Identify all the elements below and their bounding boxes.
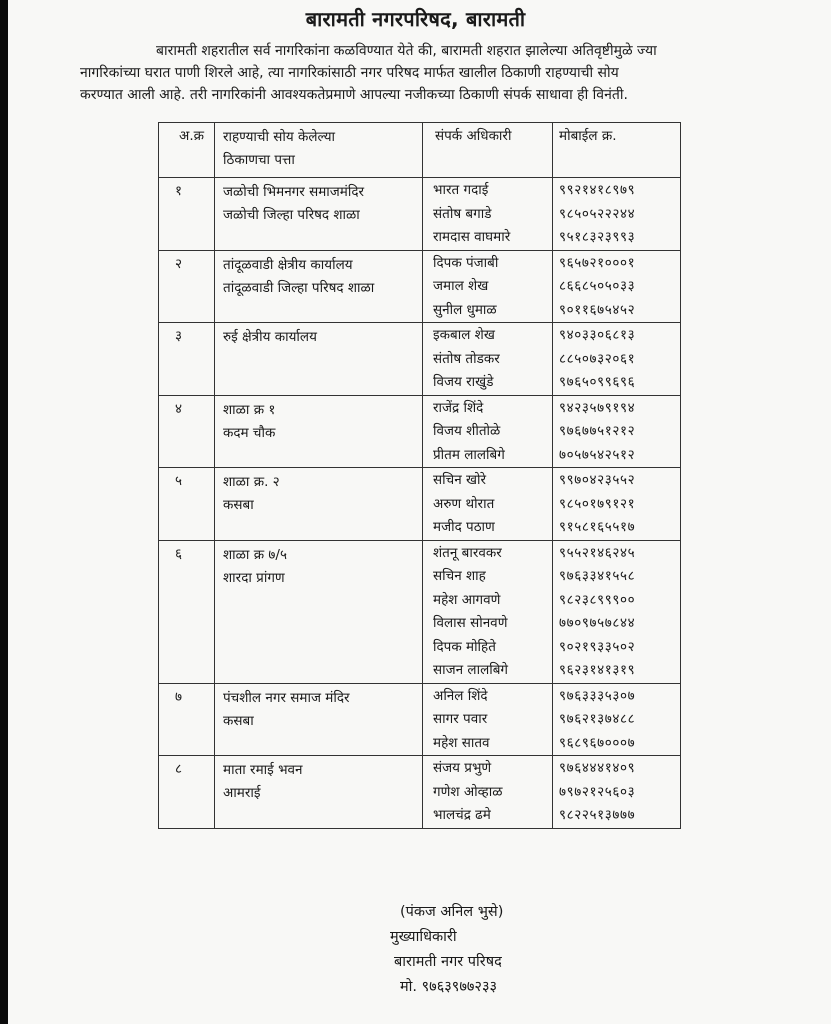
table-body (159, 178, 681, 829)
mobile-number: ९४२३५७९१९४ (559, 399, 636, 416)
row-location (215, 683, 423, 756)
location-line: शारदा प्रांगण (223, 569, 285, 586)
officer-name: इकबाल शेख (433, 327, 495, 343)
header-location-line: राहण्याची सोय केलेल्या (223, 129, 336, 145)
row-location (215, 250, 423, 323)
mobile-number: ९५१८३२३९९३ (559, 229, 636, 245)
row-mobiles (553, 250, 681, 323)
table-row (159, 540, 681, 683)
officer-name: संजय प्रभुणे (433, 760, 492, 776)
location-line: तांदूळवाडी क्षेत्रीय कार्यालय (223, 256, 353, 273)
row-sr-no: २ (159, 250, 215, 323)
officer-name: संतोष तोडकर (433, 350, 500, 367)
mobile-number: ९८५०५२२२४४ (559, 205, 636, 222)
officer-name: विलास सोनवणे (433, 615, 508, 631)
signature-block (380, 900, 580, 1000)
mobile-number: ९६८९६७०००७ (559, 734, 636, 751)
officer-name: रामदास वाघमारे (433, 229, 511, 245)
officer-name: प्रीतम लालबिगे (433, 446, 505, 463)
location-line: कदम चौक (223, 424, 276, 441)
row-mobiles (553, 756, 681, 829)
officer-name: मजीद पठाण (433, 519, 495, 535)
row-officers (423, 468, 553, 541)
officer-name: साजन लालबिगे (433, 662, 509, 678)
location-line: शाळा क्र ७/५ (223, 546, 287, 563)
row-mobiles (553, 540, 681, 683)
location-line: आमराई (223, 785, 261, 801)
officer-name: महेश सातव (433, 734, 490, 751)
signatory-name: (पंकज अनिल भुसे) (400, 904, 504, 920)
row-officers (423, 250, 553, 323)
location-line: पंचशील नगर समाज मंदिर (223, 689, 350, 706)
officer-name: दिपक पंजाबी (433, 254, 499, 271)
row-mobiles (553, 683, 681, 756)
table-header-row (159, 123, 681, 178)
signatory-designation: मुख्याधिकारी (390, 929, 457, 945)
officer-name: सचिन खोरे (433, 472, 487, 488)
mobile-number: ८६६८५०५०३३ (559, 278, 636, 294)
mobile-number: ९६५७२१०००१ (559, 254, 636, 271)
row-officers (423, 323, 553, 396)
row-mobiles (553, 178, 681, 251)
signatory-mobile: मो. ९७६३९७७२३३ (400, 979, 498, 995)
officer-name: जमाल शेख (433, 278, 489, 294)
mobile-number: ९७६३३३५३०७ (559, 687, 636, 704)
table-row (159, 683, 681, 756)
row-location (215, 395, 423, 468)
table-row (159, 395, 681, 468)
mobile-number: ७७०९७५७८४४ (559, 615, 636, 631)
row-sr-no: ४ (159, 395, 215, 468)
mobile-number: ९०२१९३३५०२ (559, 638, 636, 655)
row-sr-no: ५ (159, 468, 215, 541)
officer-name: विजय राखुंडे (433, 374, 494, 390)
intro-line: करण्यात आली आहे. तरी नागरिकांनी आवश्यकतेप्रमाणे आपल्या नजीकच्या ठिकाणी संपर्क साधावा ही विनंती. (80, 87, 628, 103)
table-row (159, 250, 681, 323)
location-line: तांदूळवाडी जिल्हा परिषद शाळा (223, 279, 375, 296)
officer-name: भारत गदाई (433, 182, 489, 198)
location-line: माता रमाई भवन (223, 762, 303, 778)
row-location (215, 178, 423, 251)
row-location (215, 468, 423, 541)
row-officers (423, 756, 553, 829)
row-mobiles (553, 323, 681, 396)
mobile-number: ९८२३८९९९०० (559, 591, 636, 608)
mobile-number: ९७६७७५१२१२ (559, 423, 636, 439)
row-sr-no: ८ (159, 756, 215, 829)
officer-name: गणेश ओव्हाळ (433, 783, 503, 800)
officer-name: राजेंद्र शिंदे (433, 399, 484, 416)
row-sr-no: १ (159, 178, 215, 251)
mobile-number: ९०११६७५४५२ (559, 301, 636, 318)
row-location (215, 323, 423, 396)
table-row (159, 323, 681, 396)
mobile-number: ९४०३३०६८१३ (559, 327, 636, 343)
mobile-number: ७९७२१२५६०३ (559, 783, 636, 800)
mobile-number: ९७६२१३७४८८ (559, 711, 636, 727)
table-row (159, 178, 681, 251)
mobile-number: ९९२१४१८९७९ (559, 182, 636, 198)
location-line: जळोची जिल्हा परिषद शाळा (223, 207, 360, 223)
page-title: बारामती नगरपरिषद, बारामती (305, 7, 526, 31)
officer-name: सचिन शाह (433, 568, 486, 584)
mobile-number: ९७६४४४१४०९ (559, 760, 636, 776)
header-location (215, 123, 423, 178)
officer-name: अनिल शिंदे (433, 687, 488, 704)
mobile-number: ९५५२१४६२४५ (559, 544, 636, 561)
header-sr-no: अ.क्र (159, 123, 215, 178)
officer-name: महेश आगवणे (433, 591, 501, 608)
officer-name: अरुण थोरात (433, 495, 495, 512)
location-line: कसबा (223, 712, 254, 729)
officer-name: सागर पवार (433, 711, 488, 727)
header-officer: संपर्क अधिकारी (423, 123, 553, 178)
mobile-number: ९६२३१४१३१९ (559, 662, 636, 678)
row-mobiles (553, 395, 681, 468)
row-sr-no: ७ (159, 683, 215, 756)
row-sr-no: ३ (159, 323, 215, 396)
row-location (215, 540, 423, 683)
location-line: जळोची भिमनगर समाजमंदिर (223, 184, 365, 200)
mobile-number: ९७६३३४१५५८ (559, 568, 636, 584)
header-location-line: ठिकाणचा पत्ता (223, 152, 295, 168)
row-officers (423, 395, 553, 468)
officer-name: संतोष बगाडे (433, 205, 492, 222)
table-row (159, 468, 681, 541)
intro-paragraph (80, 40, 760, 106)
header-mobile: मोबाईल क्र. (553, 123, 681, 178)
signatory-office: बारामती नगर परिषद (394, 954, 502, 970)
table-row (159, 756, 681, 829)
intro-line: नागरिकांच्या घरात पाणी शिरले आहे, त्या नागरिकांसाठी नगर परिषद मार्फत खालील ठिकाणी राहण्याची सोय (80, 65, 619, 81)
mobile-number: ८८५०७३२०६१ (559, 350, 636, 367)
row-officers (423, 540, 553, 683)
officer-name: भालचंद्र ढमे (433, 807, 491, 823)
officer-name: दिपक मोहिते (433, 638, 496, 655)
mobile-number: ९१५८१६५५१७ (559, 519, 636, 535)
row-mobiles (553, 468, 681, 541)
mobile-number: ९८५०१७९१२१ (559, 495, 636, 512)
location-line: शाळा क्र. २ (223, 474, 280, 490)
row-sr-no: ६ (159, 540, 215, 683)
contacts-table (158, 122, 681, 829)
officer-name: शंतनू बारवकर (433, 544, 502, 561)
mobile-number: ९९७०४२३५५२ (559, 472, 636, 488)
officer-name: विजय शीतोळे (433, 423, 501, 439)
mobile-number: ७०५७५४२५१२ (559, 446, 636, 463)
row-officers (423, 683, 553, 756)
intro-line: बारामती शहरातील सर्व नागरिकांना कळविण्यात येते की, बारामती शहरात झालेल्या अतिवृष्टीमुळे ज्या (156, 43, 657, 59)
mobile-number: ९८२२५१३७७७ (559, 807, 636, 823)
mobile-number: ९७६५०९९६९६ (559, 374, 636, 390)
location-line: शाळा क्र १ (223, 401, 276, 418)
officer-name: सुनील धुमाळ (433, 301, 497, 318)
location-line: कसबा (223, 497, 254, 513)
location-line: रुई क्षेत्रीय कार्यालय (223, 329, 317, 345)
row-officers (423, 178, 553, 251)
row-location (215, 756, 423, 829)
